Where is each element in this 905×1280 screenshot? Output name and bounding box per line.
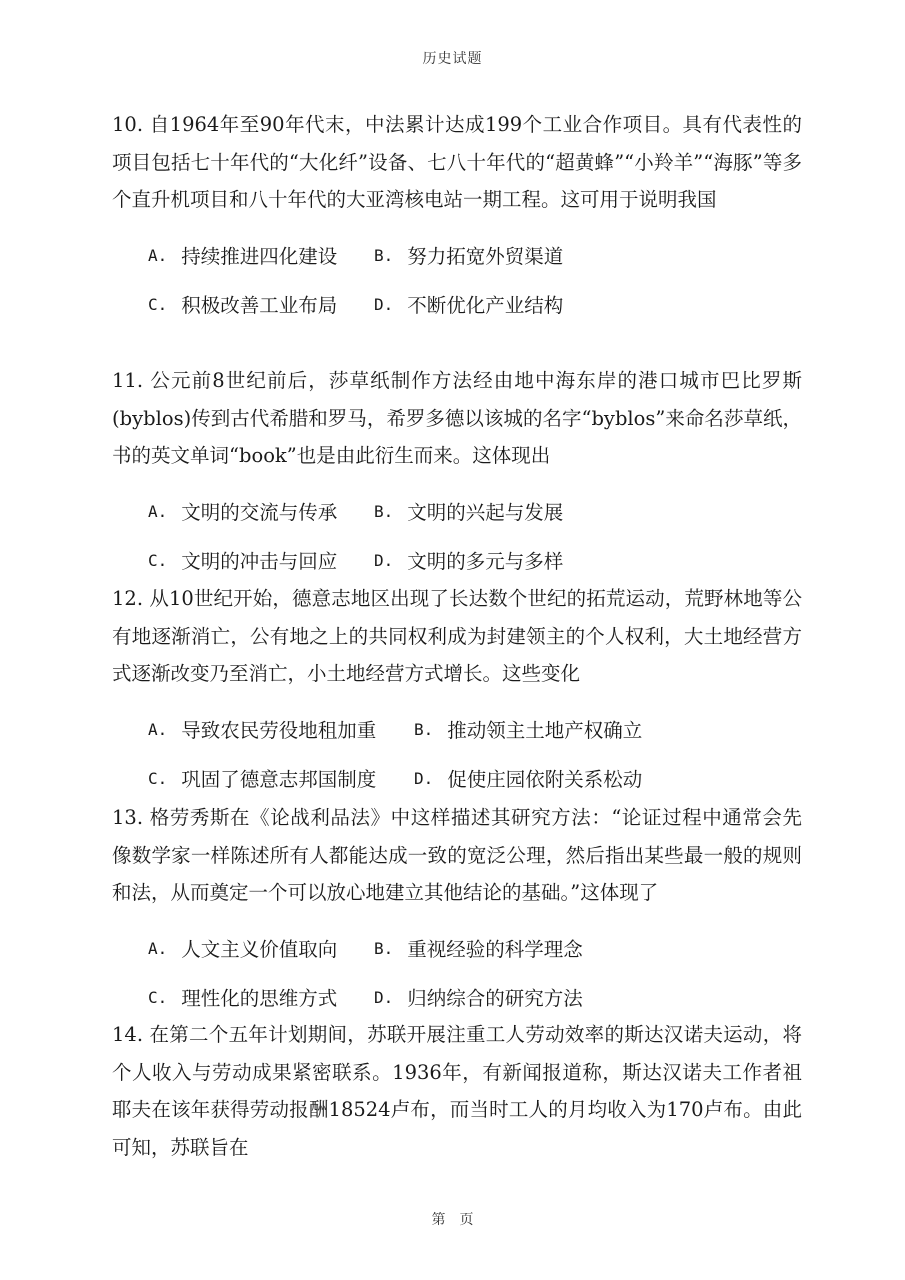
page-footer bbox=[0, 1209, 905, 1229]
option-text: 持续推进四化建设 bbox=[181, 245, 338, 268]
option-d[interactable] bbox=[374, 546, 563, 574]
option-a[interactable] bbox=[148, 497, 374, 525]
option-d[interactable] bbox=[414, 764, 642, 792]
option-letter: C. bbox=[148, 550, 168, 570]
option-d[interactable] bbox=[374, 290, 563, 318]
question-14 bbox=[112, 1016, 802, 1166]
exam-title: 历史试题 bbox=[422, 51, 483, 67]
option-text: 促使庄园依附关系松动 bbox=[447, 768, 643, 791]
option-row bbox=[148, 280, 802, 329]
option-text: 人文主义价值取向 bbox=[181, 938, 338, 961]
option-text: 归纳综合的研究方法 bbox=[407, 987, 583, 1010]
option-letter: C. bbox=[148, 294, 168, 314]
option-letter: A. bbox=[148, 501, 168, 521]
option-text: 重视经验的科学理念 bbox=[407, 938, 583, 961]
option-row bbox=[148, 705, 802, 754]
option-b[interactable] bbox=[374, 241, 563, 269]
option-letter: A. bbox=[148, 938, 168, 958]
option-row bbox=[148, 754, 802, 803]
question-10 bbox=[112, 106, 802, 329]
page-header bbox=[0, 48, 905, 68]
option-letter: D. bbox=[374, 550, 394, 570]
option-row bbox=[148, 924, 802, 973]
page-number-suffix: 页 bbox=[459, 1212, 474, 1228]
option-text: 努力拓宽外贸渠道 bbox=[407, 245, 564, 268]
option-a[interactable] bbox=[148, 934, 374, 962]
option-c[interactable] bbox=[148, 983, 374, 1011]
option-text: 巩固了德意志邦国制度 bbox=[181, 768, 377, 791]
option-letter: A. bbox=[148, 245, 168, 265]
option-c[interactable] bbox=[148, 290, 374, 318]
option-b[interactable] bbox=[374, 497, 563, 525]
page-number-prefix: 第 bbox=[431, 1212, 446, 1228]
option-text: 导致农民劳役地租加重 bbox=[181, 719, 377, 742]
option-list bbox=[112, 487, 802, 585]
question-stem: 13. 格劳秀斯在《论战利品法》中这样描述其研究方法：“论证过程中通常会先像数学家一样陈述所有人都能达成一致的宽泛公理，然后指出某些最一般的规则和法，从而奠定一个可以放心地建立其他结论的基础。”这体现了 bbox=[112, 806, 802, 904]
question-11 bbox=[112, 362, 802, 585]
option-b[interactable] bbox=[374, 934, 583, 962]
option-text: 文明的交流与传承 bbox=[181, 501, 338, 524]
option-letter: D. bbox=[374, 987, 394, 1007]
option-letter: D. bbox=[374, 294, 394, 314]
option-letter: B. bbox=[414, 719, 434, 739]
option-letter: D. bbox=[414, 768, 434, 788]
option-a[interactable] bbox=[148, 715, 414, 743]
option-list bbox=[112, 924, 802, 1022]
option-text: 文明的冲击与回应 bbox=[181, 550, 338, 573]
question-13 bbox=[112, 799, 802, 1022]
option-row bbox=[148, 536, 802, 585]
option-row bbox=[148, 231, 802, 280]
option-text: 文明的多元与多样 bbox=[407, 550, 564, 573]
option-c[interactable] bbox=[148, 546, 374, 574]
option-letter: B. bbox=[374, 501, 394, 521]
option-letter: B. bbox=[374, 938, 394, 958]
option-letter: C. bbox=[148, 768, 168, 788]
option-list bbox=[112, 231, 802, 329]
option-d[interactable] bbox=[374, 983, 583, 1011]
option-letter: A. bbox=[148, 719, 168, 739]
option-text: 积极改善工业布局 bbox=[181, 294, 338, 317]
option-text: 不断优化产业结构 bbox=[407, 294, 564, 317]
option-row bbox=[148, 973, 802, 1022]
question-stem: 14. 在第二个五年计划期间，苏联开展注重工人劳动效率的斯达汉诺夫运动，将个人收入与劳动成果紧密联系。1936年，有新闻报道称，斯达汉诺夫工作者祖耶夫在该年获得劳动报酬18524卢布，而当时工人的月均收入为170卢布。由此可知，苏联旨在 bbox=[112, 1023, 802, 1159]
question-stem: 12. 从10世纪开始，德意志地区出现了长达数个世纪的拓荒运动，荒野林地等公有地逐渐消亡，公有地之上的共同权利成为封建领主的个人权利，大土地经营方式逐渐改变乃至消亡，小土地经营方式增长。这些变化 bbox=[112, 587, 802, 685]
option-text: 理性化的思维方式 bbox=[181, 987, 338, 1010]
option-list bbox=[112, 705, 802, 803]
option-row bbox=[148, 487, 802, 536]
option-a[interactable] bbox=[148, 241, 374, 269]
question-12 bbox=[112, 580, 802, 803]
option-text: 推动领主土地产权确立 bbox=[447, 719, 643, 742]
question-stem: 10. 自1964年至90年代末，中法累计达成199个工业合作项目。具有代表性的项目包括七十年代的“大化纤”设备、七八十年代的“超黄蜂”“小羚羊”“海豚”等多个直升机项目和八十年代的大亚湾核电站一期工程。这可用于说明我国 bbox=[112, 113, 802, 211]
question-stem: 11. 公元前8世纪前后，莎草纸制作方法经由地中海东岸的港口城市巴比罗斯(byblos)传到古代希腊和罗马，希罗多德以该城的名字“byblos”来命名莎草纸，书的英文单词“book”也是由此衍生而来。这体现出 bbox=[112, 369, 802, 467]
option-letter: B. bbox=[374, 245, 394, 265]
option-b[interactable] bbox=[414, 715, 642, 743]
option-c[interactable] bbox=[148, 764, 414, 792]
option-letter: C. bbox=[148, 987, 168, 1007]
option-text: 文明的兴起与发展 bbox=[407, 501, 564, 524]
